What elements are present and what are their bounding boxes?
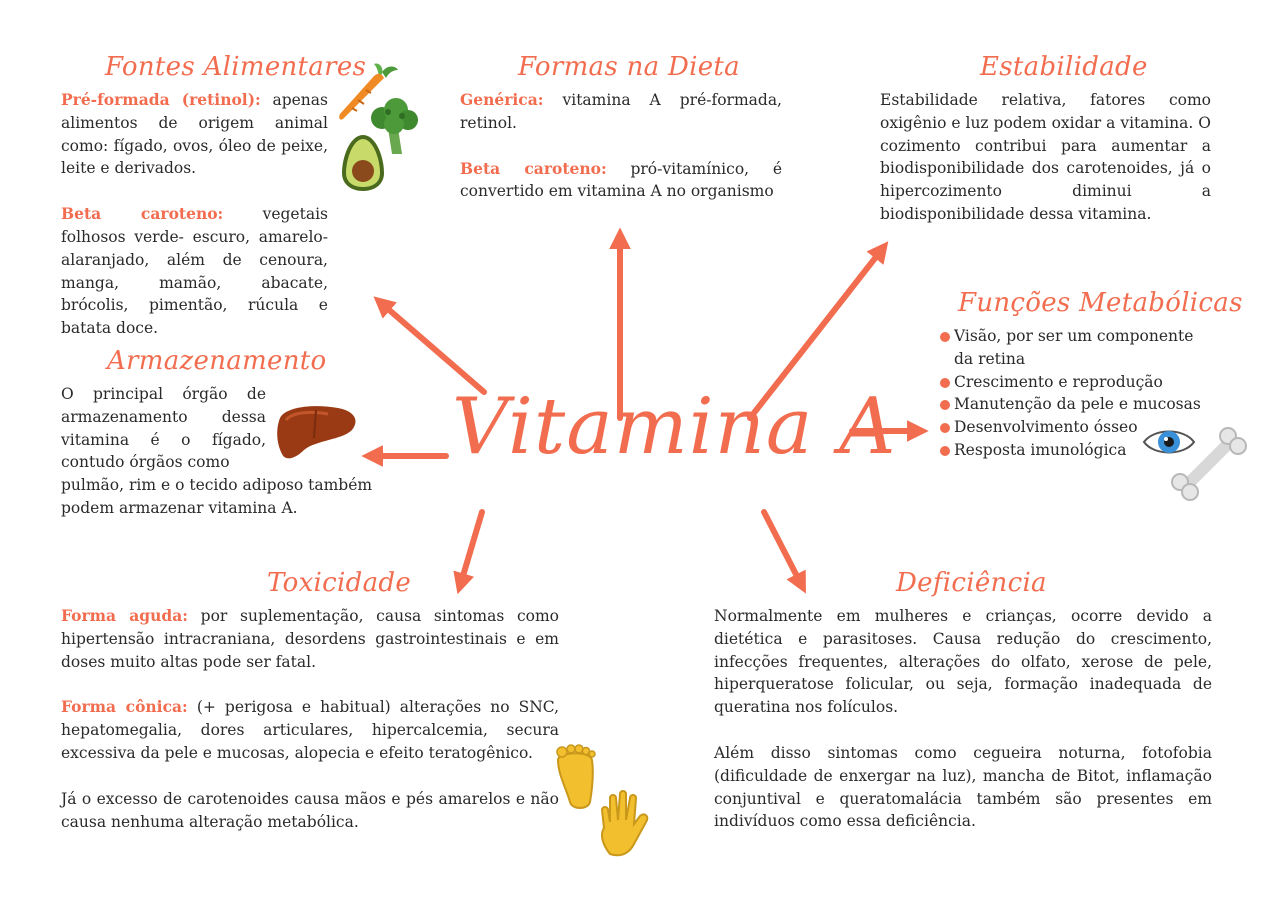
toxicidade-title: Toxicidade — [267, 568, 412, 598]
armazenamento-title: Armazenamento — [107, 346, 327, 376]
toxicidade-conica-label: Forma cônica: — [61, 697, 188, 717]
toxicidade-conica-text: (+ perigosa e habitual) alterações no SNC, hepatomegalia, dores articulares, hipercalcemia, secura excessiva da pele e mucosas, alopecia e efeito teratogênico. — [61, 698, 559, 762]
deficiencia-p1-text: Normalmente em mulheres e crianças, ocorre devido a dietética e parasitoses. Causa redução do crescimento, infecções frequentes, alterações do olfato, xerose de pele, hiperqueratose folicular, ou seja, formação inadequada de queratina nos folículos. — [714, 607, 1212, 717]
avocado-icon — [340, 133, 386, 193]
formas-section — [460, 89, 782, 203]
fontes-betacaroteno-label: Beta caroteno: — [61, 204, 224, 224]
formas-generica-label: Genérica: — [460, 90, 544, 109]
funcoes-item-pele: Manutenção da pele e mucosas — [940, 393, 1215, 416]
toxicidade-aguda-label: Forma aguda: — [61, 606, 188, 625]
formas-title: Formas na Dieta — [518, 52, 740, 82]
funcoes-item-osseo: Desenvolvimento ósseo — [940, 416, 1215, 439]
arrow-toxicidade — [460, 512, 482, 586]
deficiencia-title: Deficiência — [896, 568, 1047, 598]
fontes-betacaroteno-text: vegetais folhosos verde- escuro, amarelo-alaranjado, além de cenoura, manga, mamão, abacate, brócolis, pimentão, rúcula e batata doce. — [61, 205, 328, 338]
formas-betacaroteno-text: pró-vitamínico, é convertido em vitamina A no organismo — [460, 159, 782, 201]
funcoes-title: Funções Metabólicas — [958, 288, 1243, 318]
toxicidade-carotenoides-text: Já o excesso de carotenoides causa mãos e pés amarelos e não causa nenhuma alteração metabólica. — [61, 789, 559, 831]
bone-icon — [1170, 424, 1248, 504]
central-title: Vitamina A — [452, 382, 897, 472]
hand-icon — [596, 788, 652, 858]
estabilidade-title: Estabilidade — [980, 52, 1148, 82]
deficiencia-p2-text: Além disso sintomas como cegueira noturna, fotofobia (dificuldade de enxergar na luz), mancha de Bitot, inflamação conjuntival e queratomalácia também são presentes em indivíduos como essa deficiência. — [714, 743, 1212, 831]
armazenamento-text-wide: pulmão, rim e o tecido adiposo também podem armazenar vitamina A. — [61, 476, 373, 517]
fontes-title: Fontes Alimentares — [105, 52, 367, 82]
fontes-preformada-text: apenas alimentos de origem animal como: fígado, ovos, óleo de peixe, leite e derivados. — [61, 91, 328, 178]
arrow-fontes — [380, 302, 484, 392]
estabilidade-text: Estabilidade relativa, fatores como oxigênio e luz podem oxidar a vitamina. O cozimento contribui para aumentar a biodisponibilidade dos carotenoides, já o hipercozimento diminui a biodisponibilidade dessa vitamina. — [880, 91, 1211, 223]
deficiencia-section — [714, 605, 1212, 833]
funcoes-item-imunologica: Resposta imunológica — [940, 439, 1215, 462]
estabilidade-section — [880, 89, 1211, 226]
toxicidade-aguda-text: por suplementação, causa sintomas como hipertensão intracraniana, desordens gastrointestinais e em doses muito altas pode ser fatal. — [61, 607, 559, 671]
arrow-deficiencia — [764, 512, 802, 586]
foot-icon — [550, 744, 600, 812]
fontes-section — [61, 89, 328, 340]
formas-generica-text: vitamina A pré-formada, retinol. — [460, 91, 782, 132]
funcoes-item-visao: Visão, por ser um componente da retina — [940, 325, 1215, 371]
fontes-preformada-label: Pré-formada (retinol): — [61, 90, 261, 109]
armazenamento-text-narrow: O principal órgão de armazenamento dessa vitamina é o fígado, contudo órgãos como — [61, 385, 266, 472]
formas-betacaroteno-label: Beta caroteno: — [460, 158, 607, 178]
liver-icon — [276, 402, 360, 464]
toxicidade-section — [61, 605, 559, 833]
funcoes-item-crescimento: Crescimento e reprodução — [940, 371, 1215, 394]
